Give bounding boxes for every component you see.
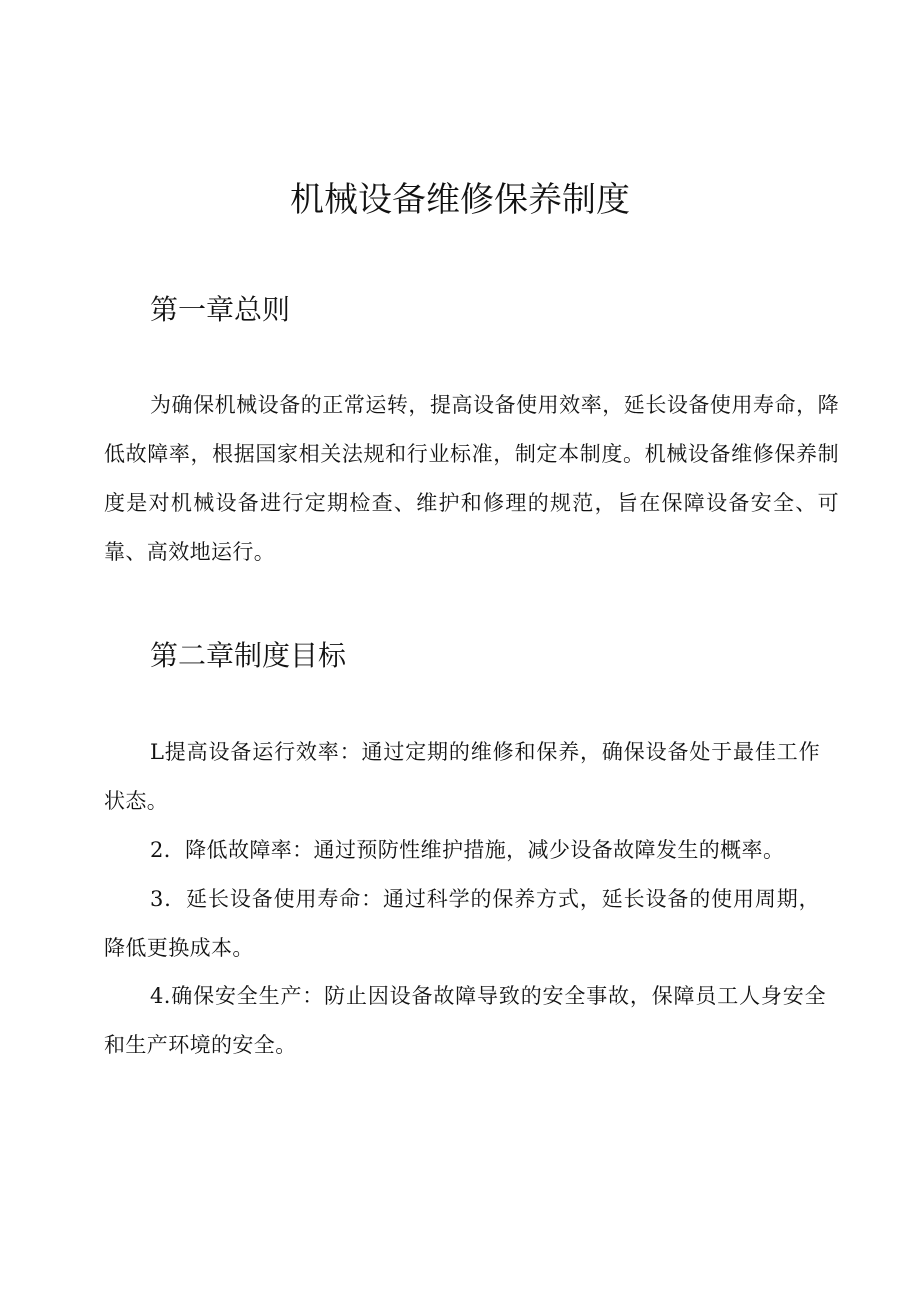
chapter-1-paragraph: 为确保机械设备的正常运转，提高设备使用效率，延长设备使用寿命，降低故障率，根据国家相关法规和行业标准，制定本制度。机械设备维修保养制度是对机械设备进行定期检查、维护和修理的规范，旨在保障设备安全、可靠、高效地运行。 xyxy=(104,393,839,564)
goal-item-1: L提高设备运行效率：通过定期的维修和保养，确保设备处于最佳工作状态。 xyxy=(104,740,820,813)
chapter-1-heading: 第一章总则 xyxy=(150,293,291,326)
document-title: 机械设备维修保养制度 xyxy=(290,180,630,220)
goal-item-2: 2．降低故障率：通过预防性维护措施，减少设备故障发生的概率。 xyxy=(150,838,785,862)
chapter-2-heading: 第二章制度目标 xyxy=(150,639,347,672)
goal-item-4: 4.确保安全生产：防止因设备故障导致的安全事故，保障员工人身安全和生产环境的安全。 xyxy=(104,984,826,1057)
goal-item-3: 3．延长设备使用寿命：通过科学的保养方式，延长设备的使用周期，降低更换成本。 xyxy=(104,887,820,960)
